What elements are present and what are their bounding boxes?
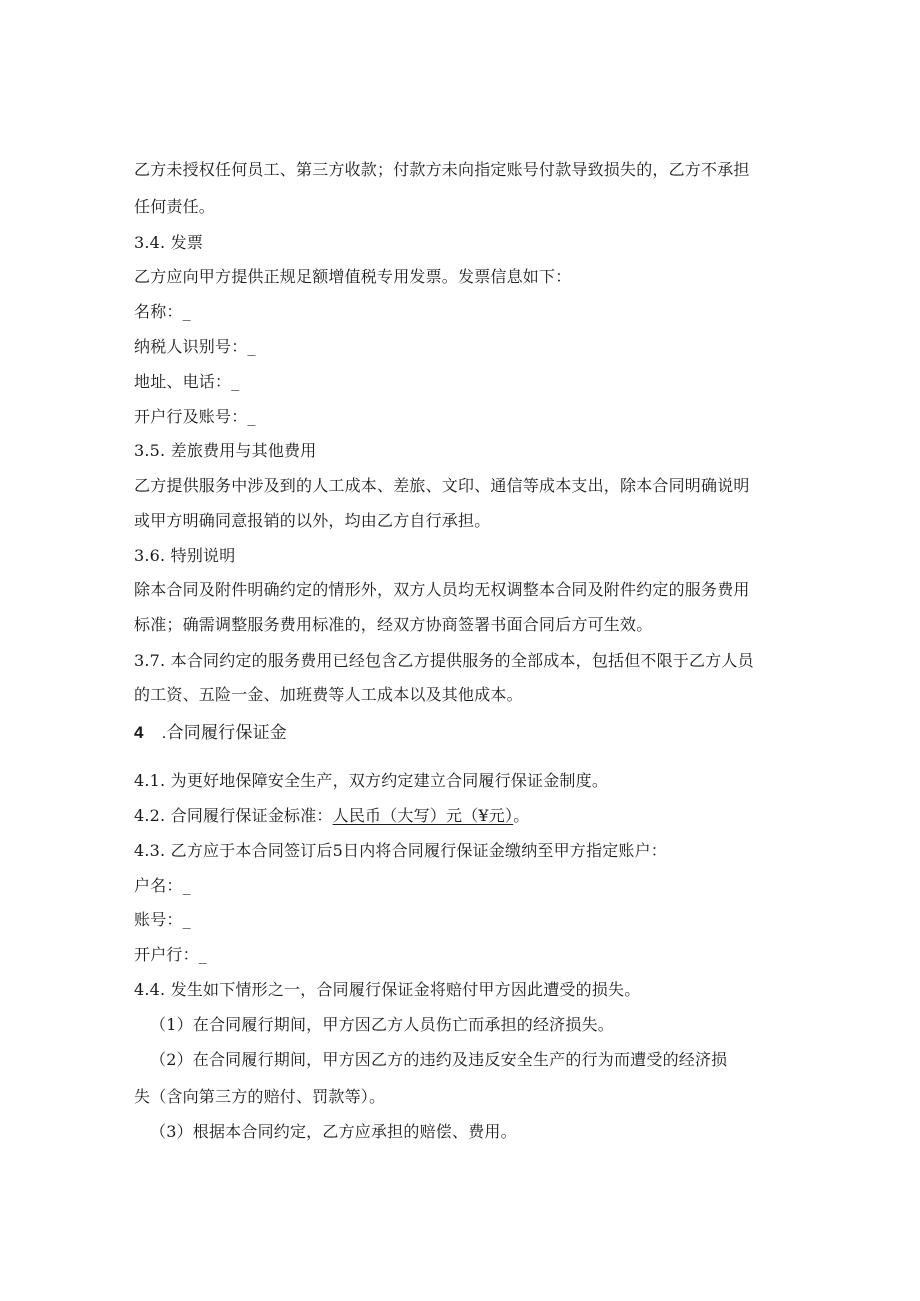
paragraph-line: 的工资、五险一金、加班费等人工成本以及其他成本。 [134, 685, 523, 704]
invoice-bank-field: 开户行及账号：_ [134, 407, 256, 426]
section-title: .合同履行保证金 [161, 723, 287, 742]
paragraph-line: 乙方未授权任何员工、第三方收款；付款方未向指定账号付款导致损失的，乙方不承担 [134, 160, 750, 179]
paragraph-line: 乙方应向甲方提供正规足额增值税专用发票。发票信息如下： [134, 267, 572, 286]
clause-4-3: 4.3. 乙方应于本合同签订后5日内将合同履行保证金缴纳至甲方指定账户： [134, 841, 667, 860]
paragraph-line: 任何责任。 [134, 197, 216, 216]
section-heading-4 [134, 723, 287, 743]
list-item-2: （2）在合同履行期间，甲方因乙方的违约及违反安全生产的行为而遭受的经济损 [150, 1050, 728, 1069]
invoice-taxid-field: 纳税人识别号：_ [134, 337, 256, 356]
invoice-name-field: 名称：_ [134, 302, 191, 321]
section-number: 4 [134, 723, 144, 742]
account-number-field: 账号：_ [134, 910, 191, 929]
list-item-1: （1）在合同履行期间，甲方因乙方人员伤亡而承担的经济损失。 [150, 1015, 614, 1034]
account-holder-field: 户名：_ [134, 876, 191, 895]
paragraph-line: 或甲方明确同意报销的以外，均由乙方自行承担。 [134, 511, 491, 530]
clause-3-7: 3.7. 本合同约定的服务费用已经包含乙方提供服务的全部成本，包括但不限于乙方人员 [134, 651, 754, 670]
paragraph-line: 标准；确需调整服务费用标准的，经双方协商签署书面合同后方可生效。 [134, 615, 653, 634]
clause-heading-3-5: 3.5. 差旅费用与其他费用 [134, 441, 317, 460]
paragraph-line: 乙方提供服务中涉及到的人工成本、差旅、文印、通信等成本支出，除本合同明确说明 [134, 476, 750, 495]
paragraph-line: 除本合同及附件明确约定的情形外，双方人员均无权调整本合同及附件约定的服务费用 [134, 580, 750, 599]
account-bank-field: 开户行：_ [134, 945, 208, 964]
list-item-3: （3）根据本合同约定，乙方应承担的赔偿、费用。 [150, 1122, 517, 1141]
clause-4-2-prefix: 4.2. 合同履行保证金标准： [134, 806, 333, 825]
clause-heading-3-6: 3.6. 特别说明 [134, 546, 236, 565]
list-item-2-continued: 失（含向第三方的赔付、罚款等）。 [134, 1087, 386, 1106]
clause-4-2 [134, 806, 529, 826]
invoice-address-field: 地址、电话：_ [134, 372, 240, 391]
clause-4-1: 4.1. 为更好地保障安全生产，双方约定建立合同履行保证金制度。 [134, 771, 609, 790]
clause-heading-3-4: 3.4. 发票 [134, 233, 204, 252]
deposit-amount-blank: 人民币（大写）元（¥元） [332, 806, 514, 825]
clause-4-4: 4.4. 发生如下情形之一，合同履行保证金将赔付甲方因此遭受的损失。 [134, 980, 641, 999]
clause-4-2-suffix: 。 [513, 806, 530, 825]
